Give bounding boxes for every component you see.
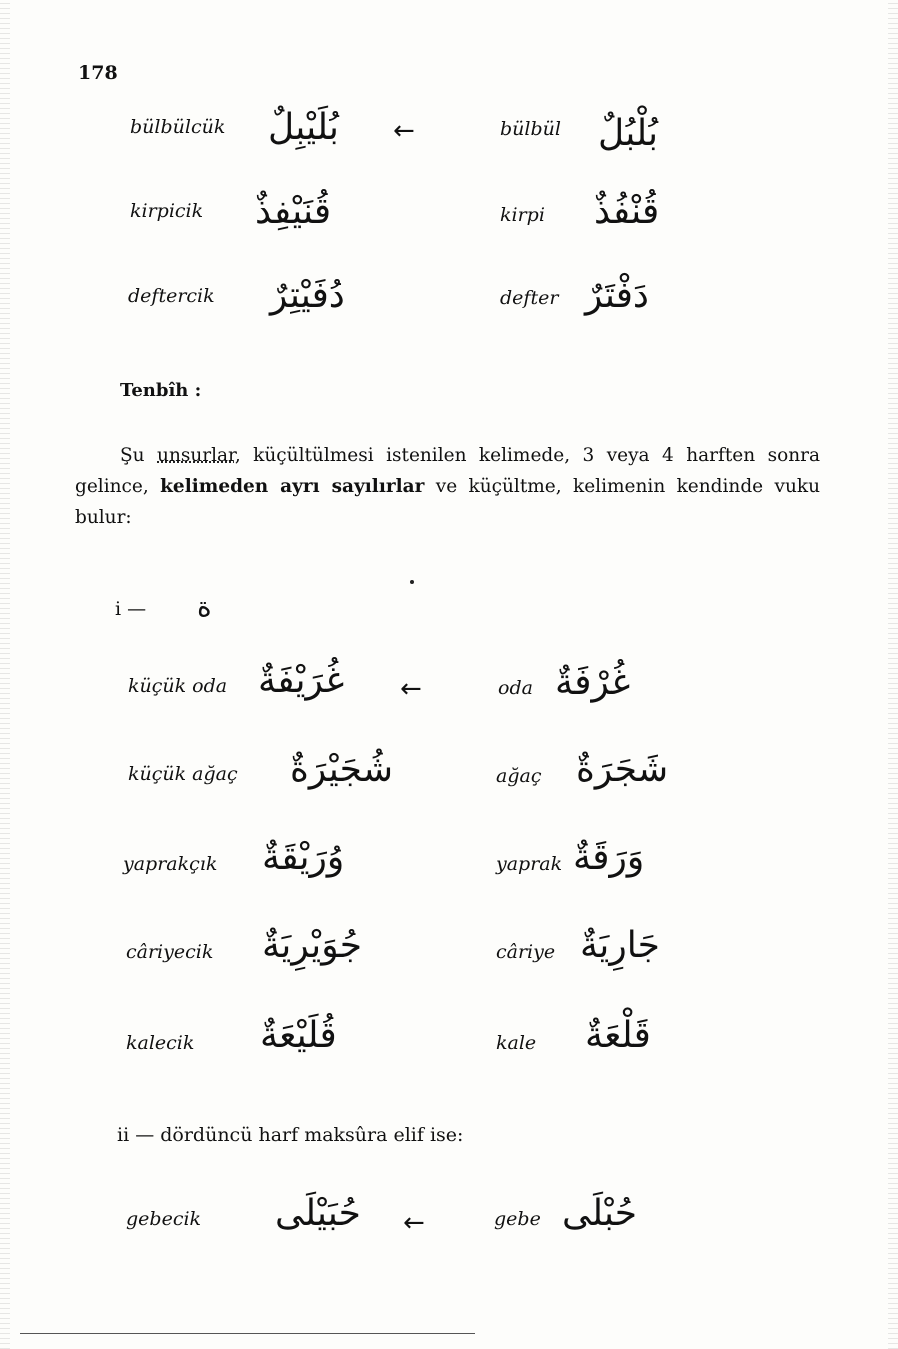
para-text: Şu [120,445,158,466]
para-text: ve küçültme, kelimenin kendinde vuku bulur: [75,476,820,528]
para-text: , küçültülmesi istenilen kelimede, 3 veya 4 harften sonra gelince, [75,445,820,497]
arabic-diminutive: شُجَيْرَةٌ [290,749,393,790]
arrow-left-icon: ← [393,116,415,146]
para-emphasis: kelimeden ayrı sayılırlar [160,476,425,497]
section-ii-label: ii — dördüncü harf maksûra elif ise: [117,1124,464,1146]
arabic-diminutive: بُلَيْبِلٌ [268,107,339,148]
scan-edge-left [0,0,10,1349]
section-i-label: i — [115,598,147,620]
translit-left: yaprakçık [123,853,218,875]
arabic-base: بُلْبُلٌ [598,113,659,154]
arabic-base: شَجَرَةٌ [576,749,669,790]
tenbih-paragraph [75,440,820,533]
translit-right: yaprak [496,853,563,875]
para-text: unsurlar [157,445,235,466]
arabic-base: وَرَقَةٌ [573,837,645,878]
translit-left: bülbülcük [130,116,226,138]
arabic-base: حُبْلَى [562,1193,638,1234]
scan-edge-right [888,0,898,1349]
translit-left: câriyecik [126,941,214,963]
translit-left: küçük ağaç [128,763,238,785]
arabic-diminutive: دُفَيْتِرٌ [270,275,345,316]
translit-right: ağaç [496,765,542,787]
arrow-left-icon: ← [403,1208,425,1238]
translit-right: câriye [496,941,556,963]
translit-right: oda [498,677,533,699]
arabic-diminutive: قُلَيْعَةٌ [260,1015,337,1056]
translit-right: gebe [494,1208,541,1230]
translit-right: bülbül [500,118,561,140]
footer-rule [20,1333,475,1334]
arabic-diminutive: وُرَيْقَةٌ [262,837,345,878]
page-number: 178 [78,62,118,84]
arabic-base: غُرْفَةٌ [555,662,631,703]
tenbih-heading: Tenbîh : [120,380,202,401]
translit-left: kalecik [126,1032,195,1054]
translit-right: defter [500,287,559,309]
translit-left: gebecik [126,1208,202,1230]
arabic-diminutive: جُوَيْرِيَةٌ [262,925,363,966]
arabic-diminutive: غُرَيْفَةٌ [258,660,345,701]
translit-left: deftercik [128,285,215,307]
translit-left: kirpicik [130,200,204,222]
arabic-base: جَارِيَةٌ [580,925,660,966]
ta-marbuta-glyph: ة [197,590,212,623]
translit-left: küçük oda [128,675,228,697]
arabic-base: قُنْفُذٌ [594,191,660,232]
arabic-base: دَفْتَرٌ [585,275,649,316]
arrow-left-icon: ← [400,674,422,704]
arabic-base: قَلْعَةٌ [585,1015,651,1056]
translit-right: kirpi [500,204,545,226]
arabic-diminutive: حُبَيْلَى [275,1193,361,1234]
stray-dot [410,580,414,584]
arabic-diminutive: قُنَيْفِذٌ [255,191,332,232]
translit-right: kale [496,1032,537,1054]
